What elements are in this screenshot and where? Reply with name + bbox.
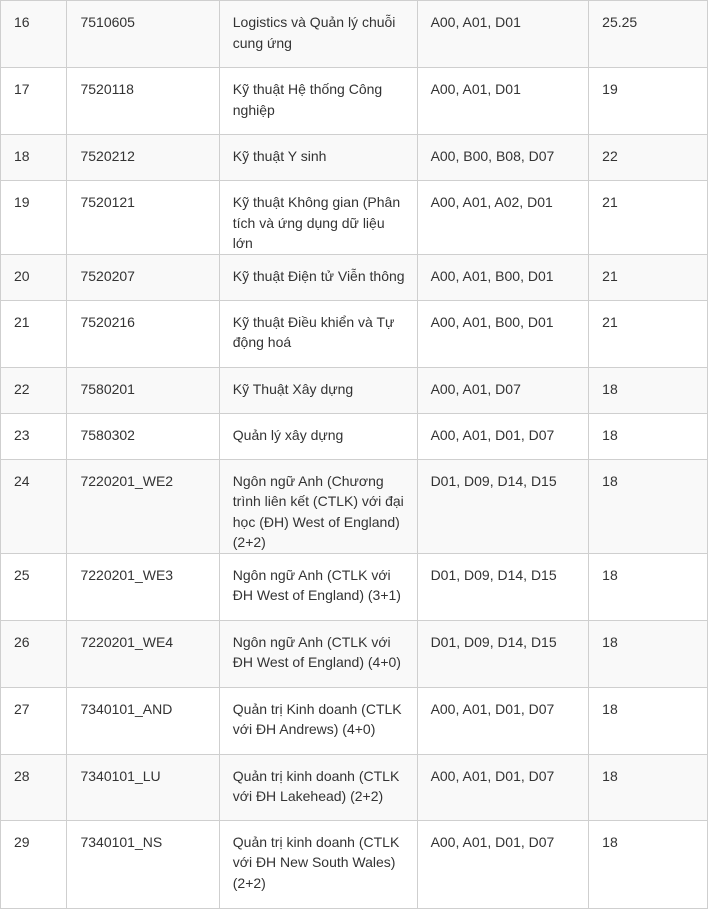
subject-combinations: A00, A01, D01, D07 bbox=[417, 754, 589, 820]
subject-combinations: A00, A01, A02, D01 bbox=[417, 181, 589, 255]
major-code: 7520216 bbox=[67, 300, 219, 367]
major-name: Quản trị kinh doanh (CTLK với ĐH New South Wales) (2+2) bbox=[219, 820, 417, 908]
cutoff-score: 25.25 bbox=[589, 1, 708, 68]
subject-combinations: A00, A01, D07 bbox=[417, 367, 589, 413]
major-code: 7510605 bbox=[67, 1, 219, 68]
row-number: 23 bbox=[1, 413, 67, 459]
subject-combinations: A00, A01, B00, D01 bbox=[417, 300, 589, 367]
row-number: 19 bbox=[1, 181, 67, 255]
table-row bbox=[1, 620, 708, 687]
subject-combinations: A00, A01, B00, D01 bbox=[417, 254, 589, 300]
cutoff-score: 18 bbox=[589, 367, 708, 413]
table-row bbox=[1, 1, 708, 68]
cutoff-score: 18 bbox=[589, 687, 708, 754]
major-code: 7520121 bbox=[67, 181, 219, 255]
major-code: 7220201_WE4 bbox=[67, 620, 219, 687]
table-row bbox=[1, 413, 708, 459]
major-code: 7220201_WE3 bbox=[67, 553, 219, 620]
major-name: Kỹ Thuật Xây dựng bbox=[219, 367, 417, 413]
cutoff-score: 22 bbox=[589, 135, 708, 181]
cutoff-score: 18 bbox=[589, 413, 708, 459]
subject-combinations: A00, A01, D01, D07 bbox=[417, 687, 589, 754]
row-number: 29 bbox=[1, 820, 67, 908]
cutoff-score: 18 bbox=[589, 459, 708, 553]
major-code: 7340101_AND bbox=[67, 687, 219, 754]
cutoff-score: 18 bbox=[589, 754, 708, 820]
row-number: 22 bbox=[1, 367, 67, 413]
cutoff-score: 21 bbox=[589, 300, 708, 367]
cutoff-score: 18 bbox=[589, 553, 708, 620]
major-code: 7340101_LU bbox=[67, 754, 219, 820]
major-name: Ngôn ngữ Anh (CTLK với ĐH West of England) (4+0) bbox=[219, 620, 417, 687]
major-code: 7520207 bbox=[67, 254, 219, 300]
row-number: 27 bbox=[1, 687, 67, 754]
subject-combinations: A00, A01, D01, D07 bbox=[417, 413, 589, 459]
table-row bbox=[1, 687, 708, 754]
row-number: 25 bbox=[1, 553, 67, 620]
major-name: Quản lý xây dựng bbox=[219, 413, 417, 459]
row-number: 24 bbox=[1, 459, 67, 553]
cutoff-score: 18 bbox=[589, 620, 708, 687]
major-name: Kỹ thuật Điều khiển và Tự động hoá bbox=[219, 300, 417, 367]
table-row bbox=[1, 459, 708, 553]
cutoff-score: 19 bbox=[589, 68, 708, 135]
major-name: Kỹ thuật Hệ thống Công nghiệp bbox=[219, 68, 417, 135]
major-name: Kỹ thuật Y sinh bbox=[219, 135, 417, 181]
major-code: 7520212 bbox=[67, 135, 219, 181]
table-row bbox=[1, 254, 708, 300]
row-number: 21 bbox=[1, 300, 67, 367]
table-row bbox=[1, 300, 708, 367]
row-number: 18 bbox=[1, 135, 67, 181]
major-code: 7580302 bbox=[67, 413, 219, 459]
table-row bbox=[1, 135, 708, 181]
table-row bbox=[1, 820, 708, 908]
major-code: 7340101_NS bbox=[67, 820, 219, 908]
major-name: Quản trị kinh doanh (CTLK với ĐH Lakehead) (2+2) bbox=[219, 754, 417, 820]
major-code: 7580201 bbox=[67, 367, 219, 413]
table-row bbox=[1, 553, 708, 620]
subject-combinations: A00, B00, B08, D07 bbox=[417, 135, 589, 181]
table-row bbox=[1, 754, 708, 820]
cutoff-score: 18 bbox=[589, 820, 708, 908]
table-row bbox=[1, 68, 708, 135]
row-number: 26 bbox=[1, 620, 67, 687]
major-code: 7220201_WE2 bbox=[67, 459, 219, 553]
row-number: 17 bbox=[1, 68, 67, 135]
major-name: Kỹ thuật Không gian (Phân tích và ứng dụng dữ liệu lớn bbox=[219, 181, 417, 255]
table-row bbox=[1, 367, 708, 413]
subject-combinations: A00, A01, D01, D07 bbox=[417, 820, 589, 908]
major-name: Logistics và Quản lý chuỗi cung ứng bbox=[219, 1, 417, 68]
row-number: 28 bbox=[1, 754, 67, 820]
major-name: Ngôn ngữ Anh (Chương trình liên kết (CTLK) với đại học (ĐH) West of England) (2+2) bbox=[219, 459, 417, 553]
subject-combinations: A00, A01, D01 bbox=[417, 1, 589, 68]
cutoff-score: 21 bbox=[589, 254, 708, 300]
major-name: Quản trị Kinh doanh (CTLK với ĐH Andrews) (4+0) bbox=[219, 687, 417, 754]
subject-combinations: D01, D09, D14, D15 bbox=[417, 553, 589, 620]
major-code: 7520118 bbox=[67, 68, 219, 135]
table-row bbox=[1, 181, 708, 255]
cutoff-score: 21 bbox=[589, 181, 708, 255]
row-number: 16 bbox=[1, 1, 67, 68]
major-name: Kỹ thuật Điện tử Viễn thông bbox=[219, 254, 417, 300]
subject-combinations: D01, D09, D14, D15 bbox=[417, 620, 589, 687]
row-number: 20 bbox=[1, 254, 67, 300]
major-name: Ngôn ngữ Anh (CTLK với ĐH West of England) (3+1) bbox=[219, 553, 417, 620]
subject-combinations: A00, A01, D01 bbox=[417, 68, 589, 135]
subject-combinations: D01, D09, D14, D15 bbox=[417, 459, 589, 553]
